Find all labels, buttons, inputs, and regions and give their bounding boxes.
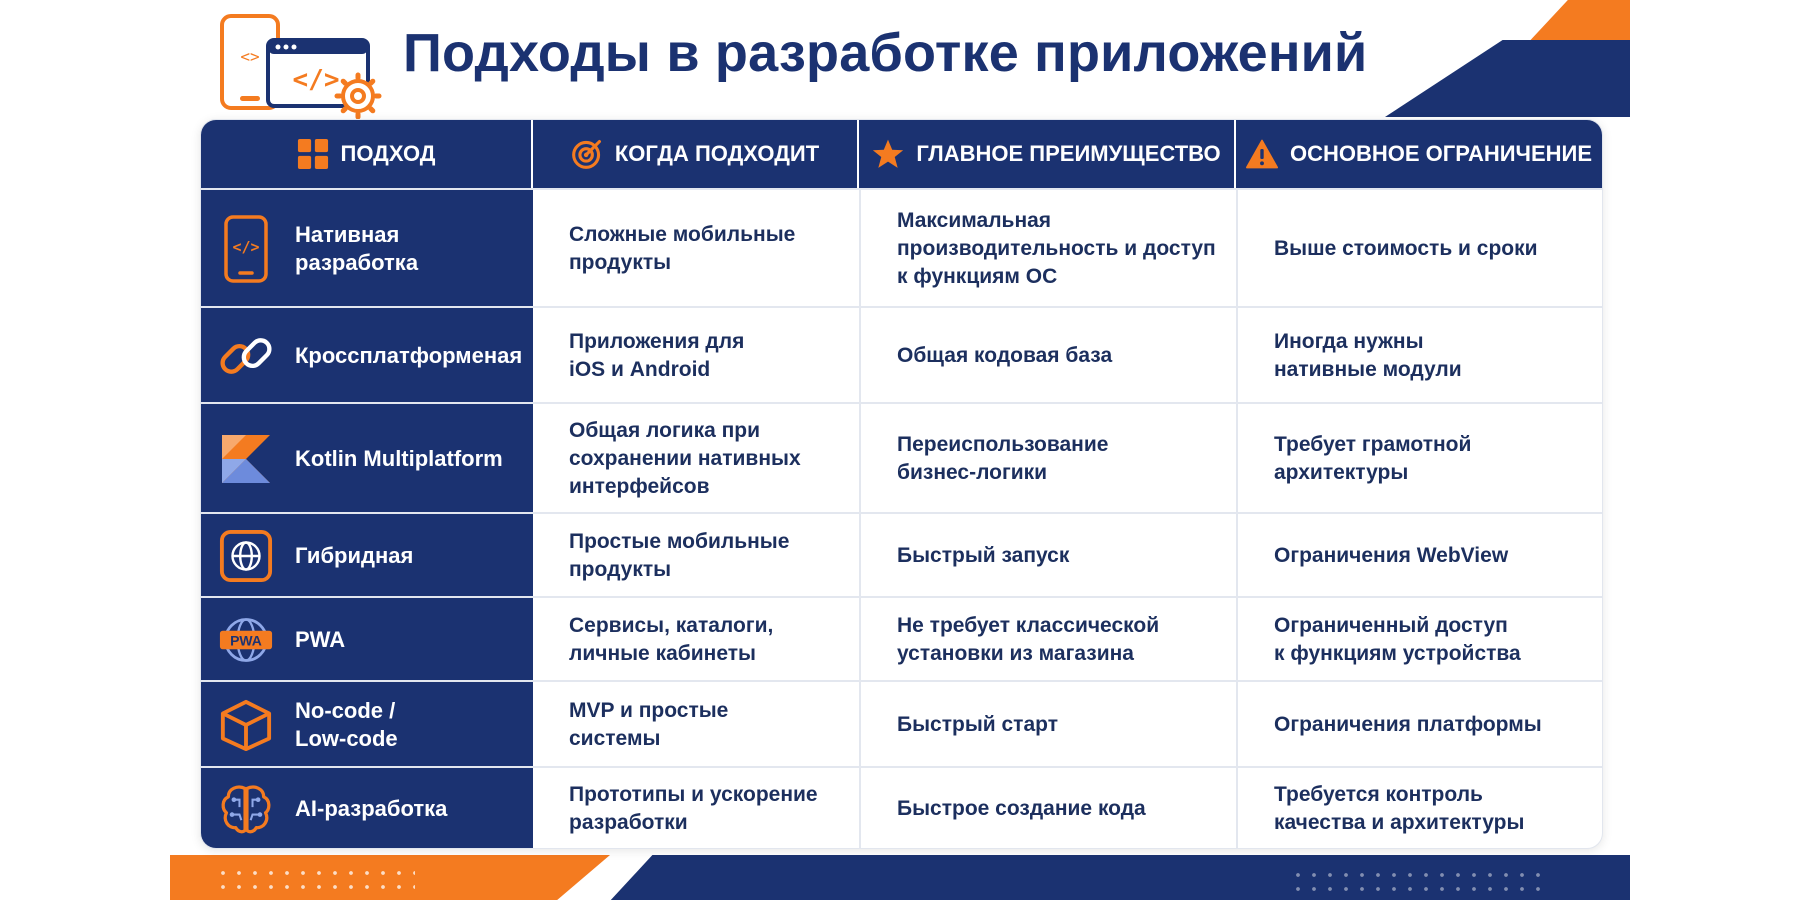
header-label: КОГДА ПОДХОДИТ	[614, 141, 820, 166]
advantage-text: Быстрый старт	[897, 713, 1058, 736]
advantage-cell	[859, 682, 1236, 768]
advantage-cell	[859, 308, 1236, 404]
approach-cell	[201, 404, 533, 514]
when-cell	[533, 514, 859, 598]
table-row	[201, 596, 1602, 682]
approach-cell	[201, 768, 533, 849]
limitation-text: Ограниченный доступ к функциям устройства	[1274, 614, 1521, 665]
table-row	[201, 402, 1602, 514]
limitation-text: Выше стоимость и сроки	[1274, 237, 1538, 260]
approach-name: Нативная разработка	[295, 222, 419, 275]
advantage-text: Общая кодовая база	[897, 344, 1113, 367]
svg-text:</>: </>	[232, 238, 260, 256]
table-row	[201, 188, 1602, 308]
globe-browser-icon	[219, 529, 273, 583]
corner-accent-orange	[1517, 0, 1630, 40]
warning-icon	[1246, 138, 1278, 170]
approach-cell	[201, 682, 533, 768]
limitation-cell	[1236, 768, 1602, 849]
svg-text:<>: <>	[240, 47, 260, 66]
page-title: Подходы в разработке приложений	[403, 23, 1368, 83]
approach-name: AI-разработка	[295, 796, 448, 821]
limitation-cell	[1236, 404, 1602, 514]
advantage-text: Не требует классической установки из магазина	[897, 614, 1160, 665]
limitation-text: Иногда нужны нативные модули	[1274, 330, 1462, 381]
cube-icon	[219, 698, 273, 752]
table-header	[201, 120, 1602, 188]
svg-text:</>: </>	[292, 65, 340, 95]
when-cell	[533, 598, 859, 682]
when-cell	[533, 190, 859, 308]
approach-name: No-code / Low-code	[295, 698, 398, 751]
when-text: Сложные мобильные продукты	[569, 223, 796, 274]
footer-dots-right	[1290, 868, 1540, 898]
limitation-cell	[1236, 598, 1602, 682]
when-text: Сервисы, каталоги, личные кабинеты	[569, 614, 774, 665]
approach-cell	[201, 308, 533, 404]
table-row	[201, 306, 1602, 404]
advantage-text: Быстрое создание кода	[897, 797, 1146, 820]
table-row	[201, 766, 1602, 849]
table-row	[201, 680, 1602, 768]
advantage-text: Быстрый запуск	[897, 544, 1070, 567]
approach-cell	[201, 598, 533, 682]
when-text: Общая логика при сохранении нативных интерфейсов	[569, 419, 801, 498]
limitation-text: Требуется контроль качества и архитектуры	[1274, 783, 1525, 834]
limitation-cell	[1236, 308, 1602, 404]
pwa-badge-icon	[219, 613, 273, 667]
advantage-cell	[859, 404, 1236, 514]
advantage-text: Максимальная производительность и доступ к функциям ОС	[897, 209, 1216, 288]
smartphone-code-icon	[219, 222, 273, 276]
approach-name: Гибридная	[295, 543, 414, 568]
footer-dots-left	[215, 866, 415, 896]
header-when	[533, 120, 859, 188]
when-cell	[533, 682, 859, 768]
approach-name: Кроссплатформеная	[295, 343, 523, 368]
advantage-cell	[859, 768, 1236, 849]
when-text: Прототипы и ускорение разработки	[569, 783, 818, 834]
when-cell	[533, 308, 859, 404]
header-label: ОСНОВНОЕ ОГРАНИЧЕНИЕ	[1289, 141, 1593, 166]
limitation-cell	[1236, 514, 1602, 598]
limitation-text: Требует грамотной архитектуры	[1274, 433, 1472, 484]
limitation-cell	[1236, 190, 1602, 308]
when-text: MVP и простые системы	[569, 699, 729, 750]
header-label: ГЛАВНОЕ ПРЕИМУЩЕСТВО	[916, 141, 1221, 166]
kotlin-logo-icon	[219, 432, 273, 486]
star-icon	[872, 138, 904, 170]
when-text: Приложения для iOS и Android	[569, 330, 745, 381]
header-limitation	[1236, 120, 1602, 188]
header-approach	[201, 120, 533, 188]
header-advantage	[859, 120, 1236, 188]
pwa-badge-text: PWA	[230, 632, 262, 649]
link-icon	[219, 329, 273, 383]
header-label: ПОДХОД	[340, 141, 436, 166]
when-cell	[533, 768, 859, 849]
when-text: Простые мобильные продукты	[569, 530, 790, 581]
approach-cell	[201, 190, 533, 308]
advantage-cell	[859, 190, 1236, 308]
advantage-cell	[859, 598, 1236, 682]
approach-name: Kotlin Multiplatform	[295, 446, 503, 471]
limitation-text: Ограничения WebView	[1274, 544, 1509, 567]
target-icon	[571, 138, 603, 170]
approaches-table	[200, 119, 1603, 849]
approach-cell	[201, 514, 533, 598]
limitation-cell	[1236, 682, 1602, 768]
devices-code-gear-icon	[218, 12, 386, 120]
brain-circuit-icon	[219, 782, 273, 836]
advantage-text: Переиспользование бизнес-логики	[897, 433, 1109, 484]
when-cell	[533, 404, 859, 514]
grid-icon	[297, 138, 329, 170]
corner-accent-navy	[1385, 40, 1630, 117]
advantage-cell	[859, 514, 1236, 598]
approach-name: PWA	[295, 627, 346, 652]
limitation-text: Ограничения платформы	[1274, 713, 1542, 736]
table-row	[201, 512, 1602, 598]
